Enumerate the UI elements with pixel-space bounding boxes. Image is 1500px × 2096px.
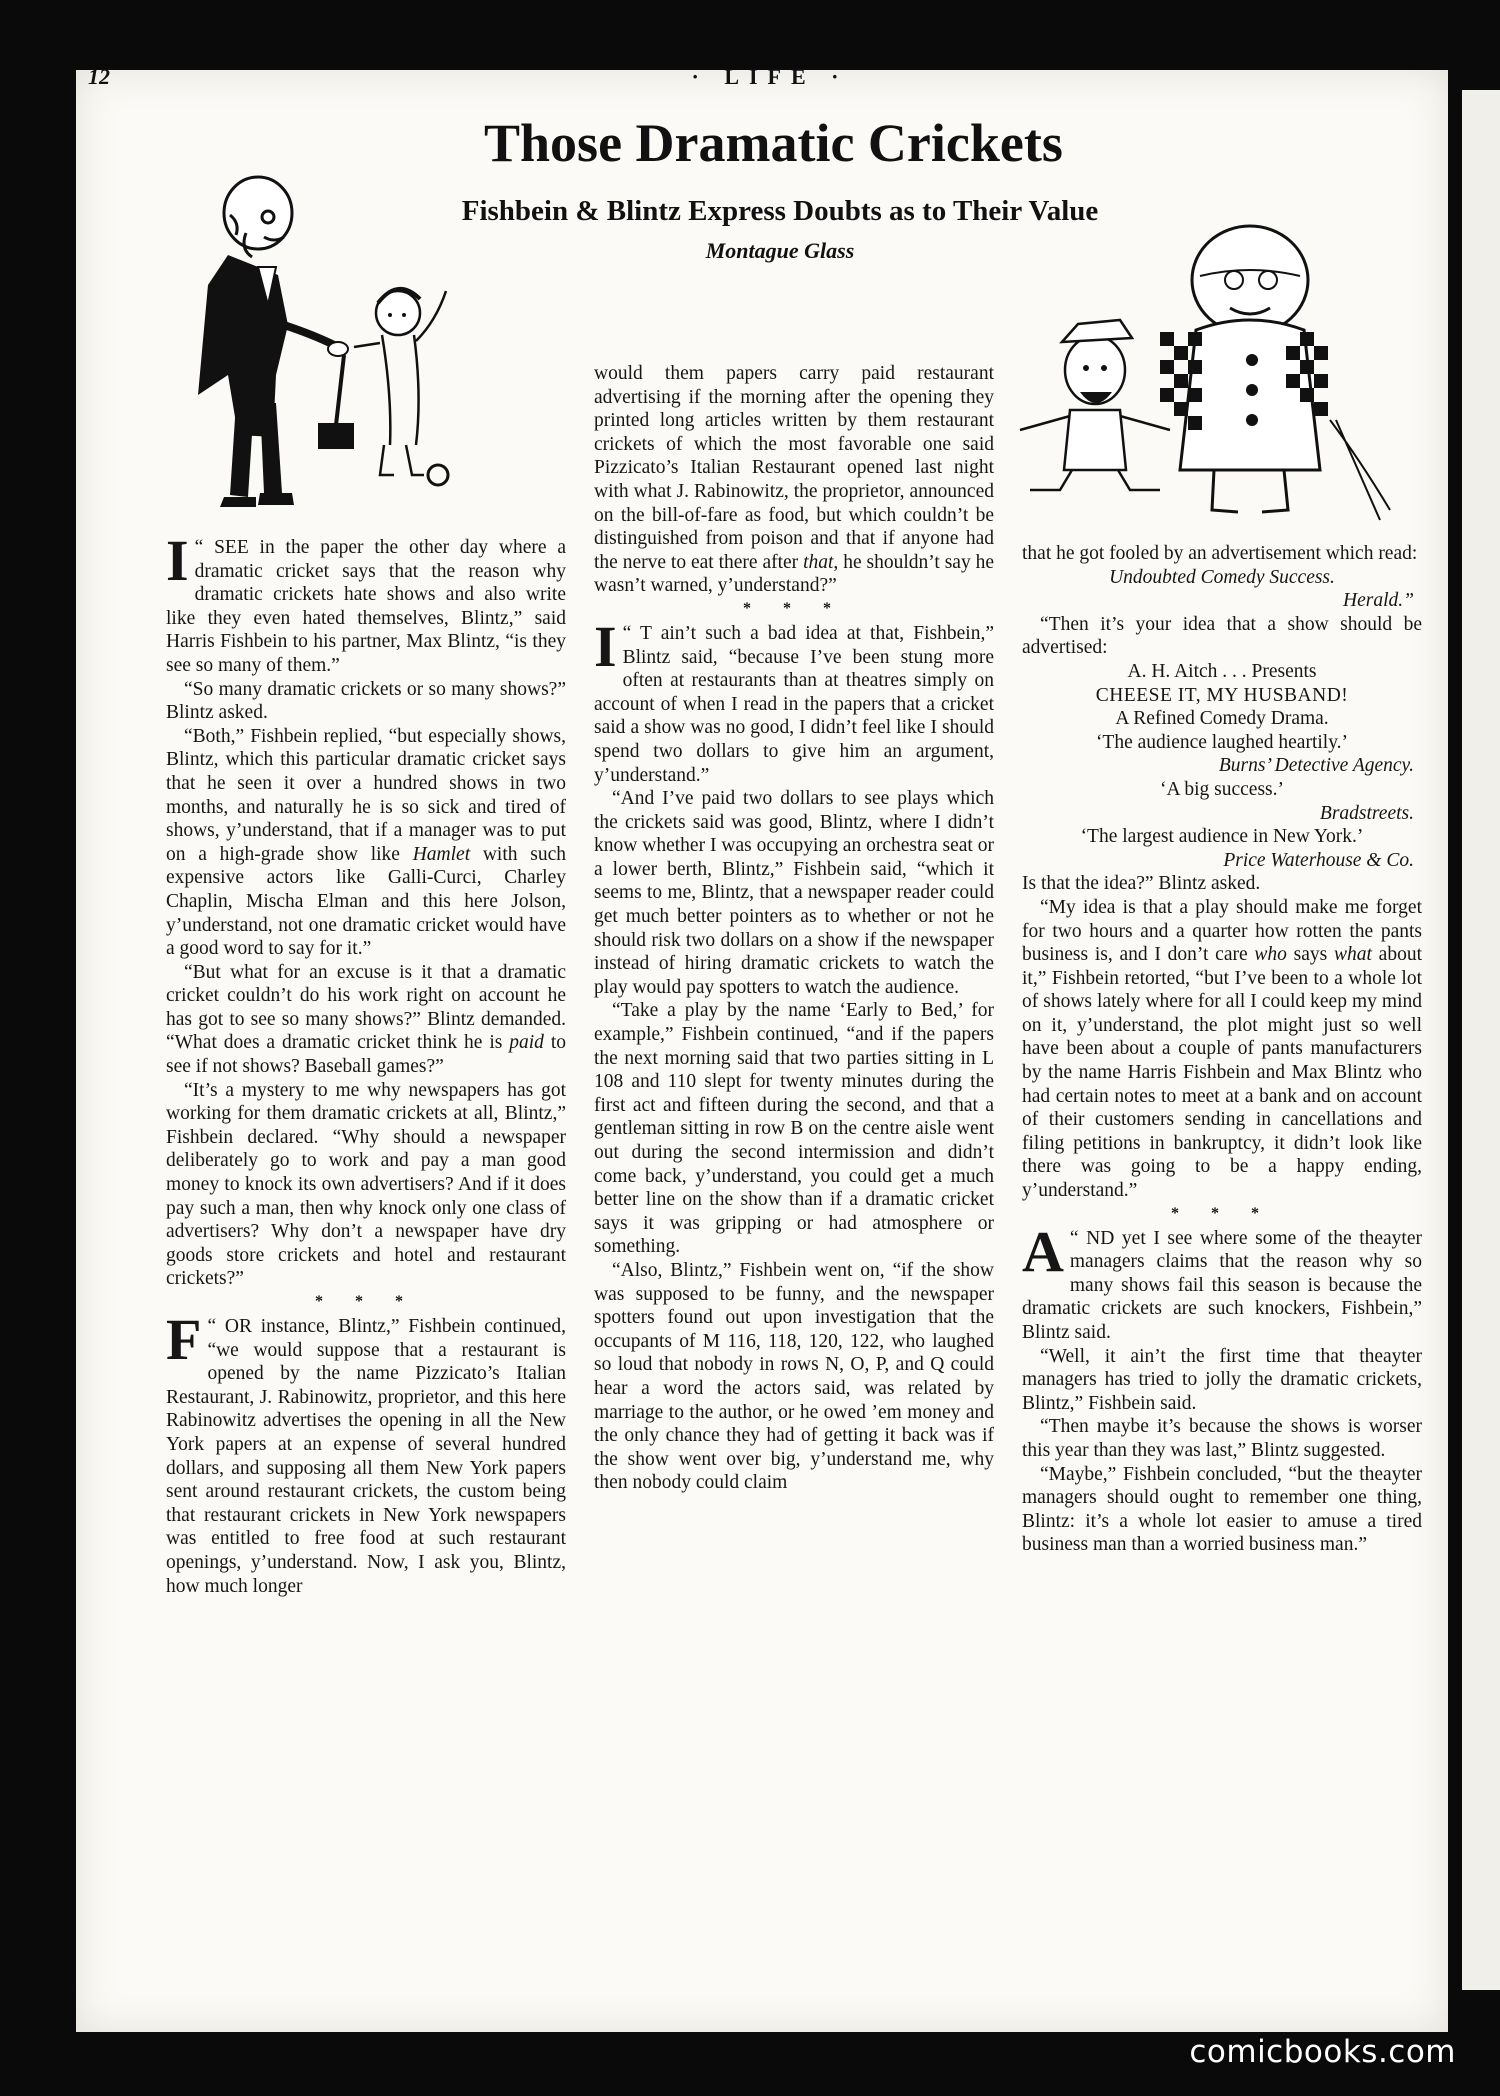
paragraph: “And I’ve paid two dollars to see plays which the crickets said was good, Blintz, where I didn’t know whether I was occupying an orchestra seat or a lower berth, Blintz,” Fishbein said, “which it seems to me, Blintz, that a newspaper reader could get much better pointers as to whether or not he should risk two dollars on a show if the newspaper instead of hiring dramatic crickets to watch the play would pay spotters to watch the audience. [594,788,994,998]
section-break: * * * [315,1293,417,1310]
article-byline: Montague Glass [705,238,855,263]
ad-line: A Refined Comedy Drama. [1115,708,1329,730]
paragraph [166,1307,566,1598]
facing-page-edge [1462,90,1500,1990]
paragraph [594,613,994,787]
drop-cap: A [1022,1218,1064,1284]
paragraph: “Well, it ain’t the first time that theayter managers has tried to jolly the dramatic crickets, Blintz,” Fishbein said. [1022,1345,1422,1414]
ad-source: Bradstreets. [1319,802,1414,824]
section-break: * * * [1171,1204,1273,1222]
emphasis: that [803,551,834,573]
emphasis: what [1334,944,1372,966]
ad-quote: ‘The audience laughed heartily.’ [1095,731,1349,753]
column-3 [1022,542,1422,1557]
paragraph: “So many dramatic crickets or so many shows?” Blintz asked. [166,678,566,724]
paragraph [166,725,566,961]
article-title: Those Dramatic Crickets [484,113,1063,173]
page-number: 12 [88,64,110,89]
drop-cap: I [166,528,189,593]
emphasis: Hamlet [412,843,471,865]
paragraph: “Then it’s your idea that a show should be advertised: [1022,613,1422,659]
column-1 [166,528,566,1598]
paragraph [1022,896,1422,1203]
section-break: * * * [743,599,845,617]
article-subtitle: Fishbein & Blintz Express Doubts as to Their Value [461,195,1099,227]
cartoon-man-and-child [168,175,488,520]
ad-quote: ‘A big success.’ [1159,778,1285,800]
emphasis: paid [509,1032,544,1054]
site-watermark: comicbooks.com [1189,2034,1456,2070]
paragraph-text: “Both,” Fishbein replied, “but especially shows, Blintz, which this particular dramatic cricket says that he seen it over a hundred shows in two months, and naturally he is so sick and tired of shows, y’understand, that if a manager was to put on a high-grade show like [166,725,566,865]
paragraph: “Also, Blintz,” Fishbein went on, “if the show was supposed to be funny, and the newspaper spotters found out upon investigation that the occupants of M 116, 118, 120, 122, who laughed so loud that nobody in rows N, O, P, and Q could hear a word the actors said, was related by marriage to the author, or he owed ’em money and the only chance they had of getting it back was if the show went over big, y’understand me, why then nobody could claim [594,1259,994,1494]
paragraph-text: with such expensive actors like Galli-Curci, Charley Chaplin, Mischa Elman and this here Jolson, y’understand, not one dramatic cricket would have a good word to say for it.” [166,843,566,960]
ad-line: A. H. Aitch . . . Presents [1127,660,1317,682]
ad-quote: ‘The largest audience in New York.’ [1080,826,1364,848]
paragraph-text: “ ND yet I see where some of the theayter managers claims that the reason why so many shows fail this season is because the dramatic crickets are such knockers, Fishbein,” Blintz said. [1022,1227,1422,1343]
cartoon-two-men [1000,220,1410,530]
drop-cap: F [166,1307,202,1372]
paragraph-text: “My idea is that a play should make me forget for two hours and a quarter how rotten the pants business is, and I don’t care [1022,896,1422,966]
paragraph-text: would them papers carry paid restaurant advertising if the morning after the opening they printed long articles written by them restaurant crickets of which the most favorable one said Pizzicato’s Italian Restaurant opened last night with what J. Rabinowitz, the proprietor, announced on the bill-of-fare as food, but which couldn’t be distinguished from poison and that if anyone had the nerve to eat there after [594,363,994,573]
ad-play-title: CHEESE IT, MY HUSBAND! [1095,684,1349,706]
ad-source: Price Waterhouse & Co. [1223,849,1414,871]
mock-advertisement-2 [1022,660,1422,872]
paragraph-text: “ SEE in the paper the other day where a dramatic cricket says that the reason why dramatic crickets hate shows and also write like they even hated themselves, Blintz,” said Harris Fishbein to his partner, Max Blintz, “is they see so many of them.” [166,537,566,676]
paragraph [594,362,994,598]
paragraph: that he got fooled by an advertisement which read: [1022,543,1418,564]
paragraph-text: says [1286,944,1334,966]
paragraph-text: , he shouldn’t say he wasn’t warned, y’understand?” [594,551,994,597]
paragraph: “Then maybe it’s because the shows is worser this year than they was last,” Blintz suggested. [1022,1416,1422,1461]
ad-source: Burns’ Detective Agency. [1218,755,1414,777]
mock-advertisement-1 [1022,566,1422,613]
magazine-title: · LIFE · [691,64,849,89]
paragraph-text: to see if not shows? Baseball games?” [166,1032,566,1078]
paragraph [166,528,566,678]
paragraph: “Maybe,” Fishbein concluded, “but the theayter managers should ought to remember one thing, Blintz: it’s a whole lot easier to amuse a tired business man than a worried business man.” [1022,1463,1422,1556]
ad-line: Undoubted Comedy Success. [1109,566,1335,588]
column-2 [594,362,994,1495]
paragraph [1022,1218,1422,1345]
emphasis: who [1254,944,1287,966]
paragraph: “It’s a mystery to me why newspapers has got working for them dramatic crickets at all, Blintz,” Fishbein declared. “Why should a newspaper deliberately go to work and pay a man good money to knock its own advertisers? And if it does pay such a man, then why knock only one class of advertisers? Why don’t a newspaper have dry goods store crickets and hotel and restaurant crickets?” [166,1079,566,1290]
paragraph-text: “ T ain’t such a bad idea at that, Fishbein,” Blintz said, “because I’ve been stung more often at restaurants than at theatres simply on account of when I read in the papers that a cricket said a show was no good, I didn’t feel like I should spend two dollars to give him an argument, y’understand.” [594,622,994,786]
paragraph-text: about it,” Fishbein retorted, “but I’ve been to a whole lot of shows lately where for all I could keep my mind on it, y’understand, the plot might just so well have been about a couple of pants manufacturers by the name Harris Fishbein and Max Blintz who had certain notes to meet at a bank and on account of their customers sending in cancellations and filing petitions in bankruptcy, it didn’t look like there was going to be a happy ending, y’understand.” [1022,944,1423,1202]
drop-cap: I [594,613,617,679]
paragraph-text: “ OR instance, Blintz,” Fishbein continued, “we would suppose that a restaurant is opened by the name Pizzicato’s Italian Restaurant, J. Rabinowitz, proprietor, and this here Rabinowitz advertises the opening in all the New York papers at an expense of several hundred dollars, and supposing all them New York papers sent around restaurant crickets, the custom being that restaurant crickets in New York newspapers was entitled to free food at such restaurant openings, y’understand. Now, I ask you, Blintz, how much longer [166,1316,566,1597]
paragraph [166,961,566,1079]
paragraph: Is that the idea?” Blintz asked. [1022,873,1261,895]
paragraph: “Take a play by the name ‘Early to Bed,’ for example,” Fishbein continued, “and if the papers the next morning said that two parties sitting in L 108 and 110 slept for twenty minutes during the first act and fifteen during the second, and that a gentleman sitting in row B on the centre aisle went out during the second intermission and didn’t come back, y’understand, you could get a much better line on the show than if a dramatic cricket says it was gripping or had atmosphere or something. [594,1000,994,1258]
ad-source: Herald.” [1343,590,1414,612]
paragraph-text: “But what for an excuse is it that a dramatic cricket couldn’t do his work right on account he has got to see so many shows?” Blintz demanded. “What does a dramatic cricket think he is [166,961,566,1054]
